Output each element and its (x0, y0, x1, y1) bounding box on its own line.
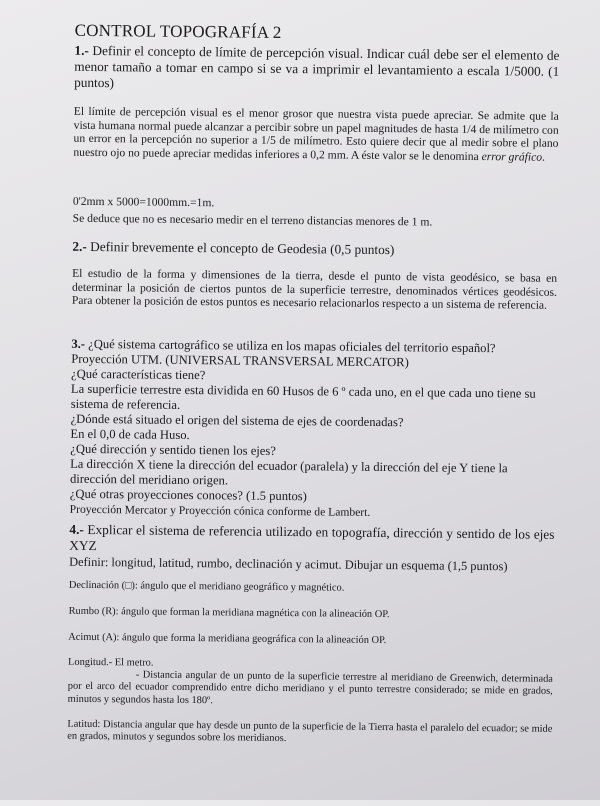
question-3-line: ¿Dónde está situado el origen del sistema de ejes de coordenadas? (70, 411, 404, 430)
answer-1-end: . (542, 150, 546, 164)
def-acimut: Acimut (A): ángulo que forma la meridiana geográfica con la alineación OP. (68, 631, 387, 647)
question-2 (72, 239, 557, 260)
question-2-text: Definir brevemente el concepto de Geodesia (0,5 puntos) (90, 238, 395, 258)
page-title: CONTROL TOPOGRAFÍA 2 (74, 20, 282, 42)
def-rumbo: Rumbo (R): ángulo que forman la meridiana magnética con la alineación OP. (68, 605, 390, 621)
answer-1-main: El límite de percepción visual es el menor grosor que nuestra vista puede apreciar. Se admite que la vista humana normal puede alcanzar a percibir sobre un papel magnitudes de hasta 1/4 de milímetro con un error en la percepción no superior a 1/5 de milímetro. Esto quiere decir que al medir sobre el plano nuestro ojo no puede apreciar medidas inferiores a 0,2 mm. A éste valor se le denomina (73, 104, 559, 163)
question-4-text: Explicar el sistema de referencia utilizado en topografía, dirección y sentido de los ejes XYZ (69, 521, 555, 554)
question-1-text: Definir el concepto de límite de percepción visual. Indicar cuál debe ser el elemento de menor tamaño a tomar en campo si se va a imprimir el levantamiento a escala 1/5000. (1 puntos) (74, 42, 560, 91)
question-4-define: Definir: longitud, latitud, rumbo, declinación y acimut. Dibujar un esquema (1,5 puntos) (69, 554, 508, 574)
question-3-line: ¿Qué dirección y sentido tienen los ejes? (70, 441, 277, 458)
question-2-number: 2.- (72, 238, 87, 254)
def-declinacion: Declinación (□): ángulo que el meridiano geográfico y magnético. (68, 579, 345, 594)
def-longitud-head: Longitud.- El metro. (68, 656, 154, 669)
question-4-number: 4.- (69, 521, 84, 537)
answer-2: El estudio de la forma y dimensiones de la tierra, desde el punto de vista geodésico, se basa en determinar la posición de ciertos puntos de la superficie terrestre, denominados vértices geodésicos. Para obtener la posición de estos puntos es necesario relacionarlos respecto a un sistema de referencia. (71, 266, 558, 312)
question-3-line: Proyección Mercator y Proyección cónica conforme de Lambert. (69, 502, 371, 519)
question-1 (74, 43, 559, 96)
question-3-line: ¿Qué características tiene? (71, 366, 206, 383)
answer-1-term: error gráfico (481, 149, 543, 164)
question-1-number: 1.- (74, 42, 89, 58)
question-3 (70, 337, 557, 522)
question-3-line: En el 0,0 de cada Huso. (70, 426, 190, 443)
question-3-line: La dirección X tiene la dirección del ecuador (paralela) y la dirección del eje Y tiene la dirección del meridiano origen. (69, 456, 508, 488)
question-3-line: 3.- ¿Qué sistema cartográfico se utiliza en los mapas oficiales del territorio español? (71, 336, 496, 356)
def-longitud: - Distancia angular de un punto de la superficie terrestre al meridiano de Greenwich, determinada por el arco del ecuador comprendido entre dicho meridiano y el punto terrestre considerado; se mide en grados, minutos y segundos hasta los 180º. (67, 669, 553, 707)
answer-1-deduce: Se deduce que no es necesario medir en el terreno distancias menores de 1 m. (72, 211, 433, 229)
question-3-line: Proyección UTM. (UNIVERSAL TRANSVERSAL MERCATOR) (71, 351, 409, 370)
def-latitud: Latitud: Distancia angular que hay desde un punto de la superficie de la Tierra hasta el paralelo del ecuador; se mide en grados, minutos y segundos sobre los meridianos. (67, 718, 553, 745)
answer-1-calc: 0'2mm x 5000=1000mm.=1m. (72, 194, 215, 210)
answer-1 (73, 105, 559, 164)
question-3-line: La superficie terrestre esta dividida en 60 Husos de 6 º cada uno, en el que cada uno tiene su sistema de referencia. (70, 381, 536, 412)
question-3-line: ¿Qué otras proyecciones conoces? (1.5 puntos) (69, 486, 308, 504)
question-3-number: 3.- (71, 336, 86, 351)
question-4 (69, 522, 554, 559)
